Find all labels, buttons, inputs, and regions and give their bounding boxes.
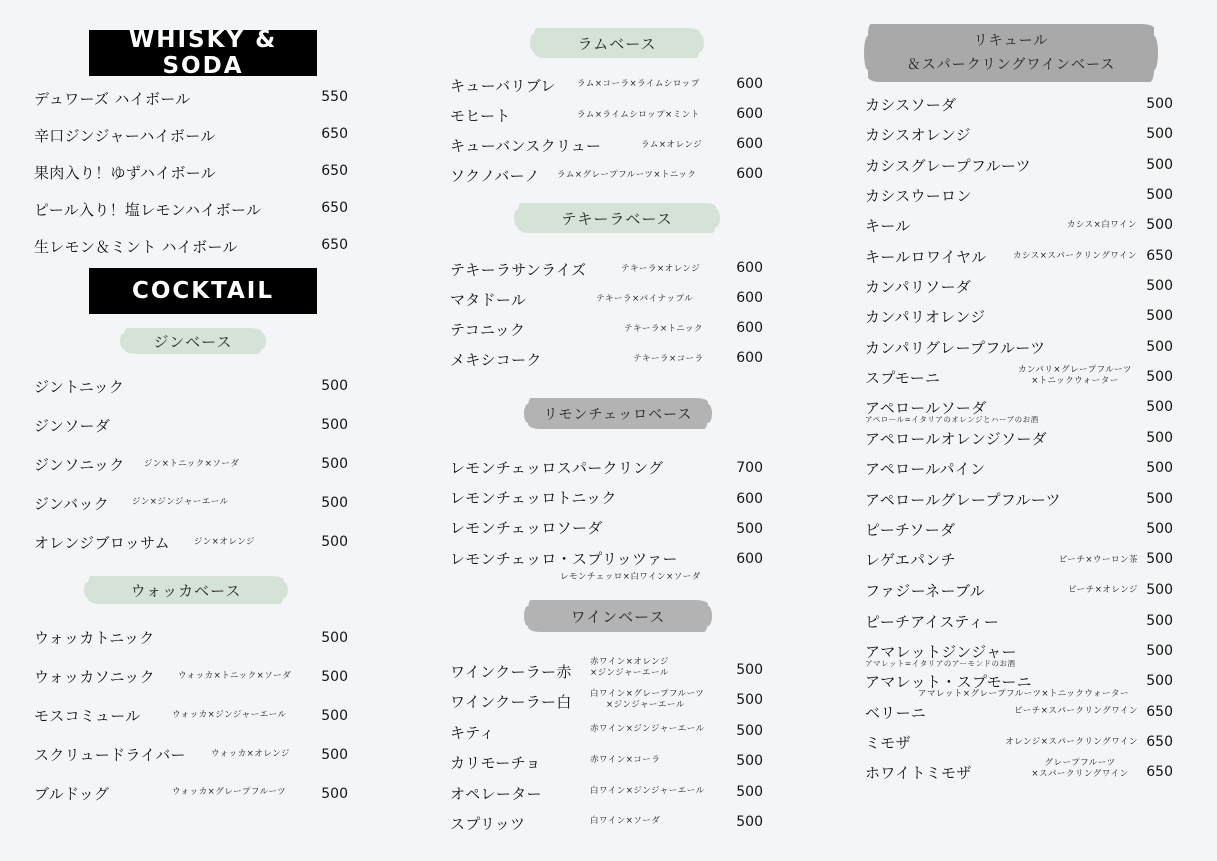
- menu-item-note: ピーチ×スパークリングワイン: [1014, 706, 1138, 716]
- gin-base-header: ジンベース: [124, 328, 262, 354]
- menu-item-note: ラム×ライムシロップ×ミント: [577, 110, 700, 120]
- menu-item-name: キューバリブレ: [450, 77, 556, 95]
- menu-item-name: ウォッカソニック: [34, 668, 155, 686]
- menu-item-name: カリモーチョ: [450, 754, 541, 772]
- menu-item-note: ウォッカ×トニック×ソーダ: [178, 671, 292, 681]
- menu-item-name: ピール入り！塩レモンハイボール: [34, 201, 262, 219]
- menu-item-name: スプモーニ: [865, 369, 941, 387]
- menu-item-name: デュワーズ ハイボール: [34, 90, 191, 108]
- menu-item-name: テコニック: [450, 321, 526, 339]
- menu-item-name: マタドール: [450, 291, 527, 309]
- limoncello-base-header: リモンチェッロベース: [528, 398, 708, 429]
- menu-item-name: レモンチェッロソーダ: [450, 519, 603, 537]
- rum-base-header: ラムベース: [534, 28, 700, 58]
- menu-item-price: 500: [1146, 369, 1173, 385]
- menu-item-name: ワインクーラー白: [450, 693, 572, 711]
- menu-item-note: テキーラ×オレンジ: [621, 264, 701, 274]
- menu-item-note: ラム×コーラ×ライムシロップ: [577, 79, 700, 89]
- menu-item-price: 500: [1146, 673, 1173, 689]
- menu-item-name: アペロールグレープフルーツ: [865, 491, 1061, 509]
- menu-item-price: 500: [736, 692, 763, 708]
- menu-item-price: 500: [321, 747, 348, 763]
- menu-item-price: 600: [736, 260, 763, 276]
- menu-item-price: 500: [321, 378, 348, 394]
- menu-item-price: 500: [1146, 643, 1173, 659]
- note-line: グレープフルーツ: [1044, 758, 1116, 768]
- menu-item-name: ピーチソーダ: [865, 521, 956, 539]
- menu-item-note: ウォッカ×グレープフルーツ: [172, 787, 287, 797]
- menu-item-price: 500: [1146, 491, 1173, 507]
- menu-item-price: 500: [736, 662, 763, 678]
- menu-item-note: 赤ワイン×コーラ: [590, 755, 661, 765]
- menu-item-name: ブルドッグ: [34, 785, 110, 803]
- note-line: 白ワイン×グレープフルーツ: [590, 689, 705, 699]
- menu-item-price: 600: [736, 350, 763, 366]
- menu-item-price: 650: [321, 163, 348, 179]
- menu-item-note: アマレット=イタリアのアーモンドのお酒: [865, 659, 1016, 668]
- menu-item-name: 辛口ジンジャーハイボール: [34, 127, 216, 145]
- menu-item-note: ラム×オレンジ: [641, 140, 703, 150]
- menu-item-name: オペレーター: [450, 785, 542, 803]
- menu-item-name: カシスオレンジ: [865, 126, 971, 144]
- menu-item-price: 600: [736, 136, 763, 152]
- menu-item-price: 500: [736, 521, 763, 537]
- menu-item-name: ジンソニック: [34, 456, 125, 474]
- note-line: 赤ワイン×オレンジ: [590, 657, 669, 667]
- menu-item-price: 650: [321, 126, 348, 142]
- menu-item-price: 650: [321, 237, 348, 253]
- menu-item-note: テキーラ×コーラ: [633, 354, 704, 364]
- header-line-2: ＆スパークリングワインベース: [906, 57, 1116, 73]
- menu-item-price: 500: [321, 669, 348, 685]
- menu-item-price: 500: [321, 495, 348, 511]
- menu-item-price: 500: [1146, 96, 1173, 112]
- menu-item-note: ジン×ジンジャーエール: [132, 497, 229, 507]
- menu-item-price: 500: [321, 417, 348, 433]
- menu-item-name: ベリーニ: [865, 704, 927, 722]
- menu-item-name: キール: [865, 217, 911, 235]
- menu-item-name: アマレット・スプモーニ: [865, 673, 1032, 691]
- menu-item-name: アマレットジンジャー: [865, 643, 1017, 661]
- menu-item-price: 500: [736, 814, 763, 830]
- menu-item-name: ファジーネーブル: [865, 582, 986, 600]
- menu-item-note: ジン×オレンジ: [194, 537, 255, 547]
- menu-item-price: 600: [736, 76, 763, 92]
- menu-item-note: テキーラ×トニック: [624, 324, 703, 334]
- menu-item-name: モヒート: [450, 107, 511, 125]
- note-line: ×ジンジャーエール: [590, 668, 669, 679]
- menu-item-name: オレンジブロッサム: [34, 534, 170, 552]
- menu-item-price: 600: [736, 491, 763, 507]
- menu-item-note: ピーチ×オレンジ: [1068, 585, 1138, 595]
- menu-item-name: キールロワイヤル: [865, 248, 987, 266]
- menu-item-name: カンパリソーダ: [865, 278, 972, 296]
- menu-item-name: カシスグレープフルーツ: [865, 157, 1031, 175]
- whisky-header: WHISKY & SODA: [89, 30, 317, 76]
- menu-item-note: ラム×グレープフルーツ×トニック: [557, 170, 697, 180]
- menu-item-name: カンパリグレープフルーツ: [865, 339, 1046, 357]
- menu-item-price: 500: [1146, 187, 1173, 203]
- menu-item-price: 500: [1146, 278, 1173, 294]
- menu-item-name: レゲエパンチ: [865, 551, 956, 569]
- menu-item-note: [1012, 365, 1138, 388]
- menu-item-price: 500: [1146, 399, 1173, 415]
- menu-item-price: 500: [736, 784, 763, 800]
- note-line: ×ジンジャーエール: [606, 700, 685, 711]
- menu-item-price: 500: [1146, 308, 1173, 324]
- menu-item-price: 500: [1146, 157, 1173, 173]
- menu-item-name: キティ: [450, 724, 495, 742]
- menu-item-price: 600: [736, 320, 763, 336]
- menu-item-price: 500: [1146, 582, 1173, 598]
- menu-item-name: ジンソーダ: [34, 417, 111, 435]
- menu-item-name: 生レモン＆ミント ハイボール: [34, 238, 238, 256]
- note-line: ×スパークリングワイン: [1031, 769, 1129, 780]
- menu-item-note: ジン×トニック×ソーダ: [144, 459, 240, 469]
- vodka-base-header: ウォッカベース: [88, 576, 284, 604]
- menu-item-name: ワインクーラー赤: [450, 663, 572, 681]
- wine-base-header: ワインベース: [528, 600, 708, 632]
- menu-item-name: レモンチェッロ・スプリッツァー: [450, 550, 678, 568]
- menu-item-note: レモンチェッロ×白ワイン×ソーダ: [560, 572, 701, 582]
- menu-item-price: 500: [1146, 126, 1173, 142]
- menu-item-name: アペロールソーダ: [865, 399, 987, 417]
- menu-item-price: 650: [1146, 248, 1173, 264]
- cocktail-header: COCKTAIL: [89, 268, 317, 314]
- menu-item-name: スプリッツ: [450, 815, 526, 833]
- menu-item-price: 600: [736, 290, 763, 306]
- menu-item-name: レモンチェッロトニック: [450, 489, 617, 507]
- menu-item-note: カシス×スパークリングワイン: [1013, 251, 1137, 261]
- menu-item-price: 600: [736, 551, 763, 567]
- menu-item-note: [1022, 758, 1138, 781]
- menu-item-note: 白ワイン×ジンジャーエール: [590, 786, 705, 796]
- menu-item-note: ウォッカ×オレンジ: [211, 749, 290, 759]
- menu-item-price: 500: [1146, 430, 1173, 446]
- menu-item-name: ミモザ: [865, 734, 911, 752]
- menu-item-price: 500: [1146, 613, 1173, 629]
- menu-item-price: 650: [1146, 734, 1173, 750]
- menu-item-price: 500: [1146, 551, 1173, 567]
- tequila-base-header: テキーラベース: [518, 203, 716, 233]
- menu-item-price: 600: [736, 106, 763, 122]
- menu-item-name: ソクノバーノ: [450, 167, 540, 185]
- menu-item-price: 500: [736, 723, 763, 739]
- menu-item-name: カシスソーダ: [865, 96, 957, 114]
- note-line: カンパリ×グレープフルーツ: [1018, 365, 1132, 375]
- menu-item-name: メキシコーク: [450, 351, 542, 369]
- menu-item-name: ウォッカトニック: [34, 629, 155, 647]
- menu-item-note: オレンジ×スパークリングワイン: [1005, 737, 1138, 747]
- menu-item-name: モスコミュール: [34, 707, 141, 725]
- menu-item-price: 500: [321, 456, 348, 472]
- menu-item-name: 果肉入り！ゆずハイボール: [34, 164, 217, 182]
- menu-item-note: 赤ワイン×ジンジャーエール: [590, 724, 705, 734]
- menu-item-price: 700: [736, 460, 763, 476]
- menu-item-price: 550: [321, 89, 348, 105]
- menu-item-price: 500: [321, 534, 348, 550]
- header-line-1: リキュール: [973, 33, 1049, 49]
- menu-item-price: 500: [736, 753, 763, 769]
- menu-item-price: 500: [1146, 521, 1173, 537]
- menu-item-name: アペロールパイン: [865, 460, 986, 478]
- menu-item-price: 500: [321, 630, 348, 646]
- menu-item-price: 650: [1146, 704, 1173, 720]
- menu-item-name: ホワイトミモザ: [865, 764, 972, 782]
- menu-item-name: レモンチェッロスパークリング: [450, 459, 664, 477]
- menu-item-note: ウォッカ×ジンジャーエール: [172, 710, 287, 720]
- menu-item-price: 650: [1146, 764, 1173, 780]
- menu-item-price: 650: [321, 200, 348, 216]
- menu-item-price: 500: [321, 786, 348, 802]
- menu-item-price: 600: [736, 166, 763, 182]
- menu-item-note: ピーチ×ウーロン茶: [1058, 555, 1138, 565]
- menu-item-note: アペロール=イタリアのオレンジとハーブのお酒: [865, 415, 1039, 424]
- menu-item-note: [590, 657, 669, 680]
- menu-item-note: アマレット×グレープフルーツ×トニックウォーター: [918, 689, 1130, 699]
- menu-item-price: 500: [321, 708, 348, 724]
- menu-item-name: アペロールオレンジソーダ: [865, 430, 1047, 448]
- note-line: ×トニックウォーター: [1031, 376, 1119, 387]
- menu-item-price: 500: [1146, 217, 1173, 233]
- menu-item-name: スクリュードライバー: [34, 746, 186, 764]
- menu-item-name: ジントニック: [34, 378, 125, 396]
- menu-item-note: 白ワイン×ソーダ: [590, 816, 661, 826]
- menu-item-name: ピーチアイスティー: [865, 613, 1000, 631]
- menu-item-note: カシス×白ワイン: [1066, 220, 1137, 230]
- menu-item-price: 500: [1146, 339, 1173, 355]
- menu-item-note: テキーラ×パイナップル: [596, 294, 694, 304]
- menu-item-price: 500: [1146, 460, 1173, 476]
- menu-item-name: テキーラサンライズ: [450, 261, 587, 279]
- menu-item-name: ジンバック: [34, 495, 110, 513]
- menu-item-note: [590, 689, 704, 712]
- menu-item-name: カシスウーロン: [865, 187, 972, 205]
- menu-item-name: カンパリオレンジ: [865, 308, 986, 326]
- liqueur-base-header: [868, 24, 1154, 82]
- menu-item-name: キューバンスクリュー: [450, 137, 602, 155]
